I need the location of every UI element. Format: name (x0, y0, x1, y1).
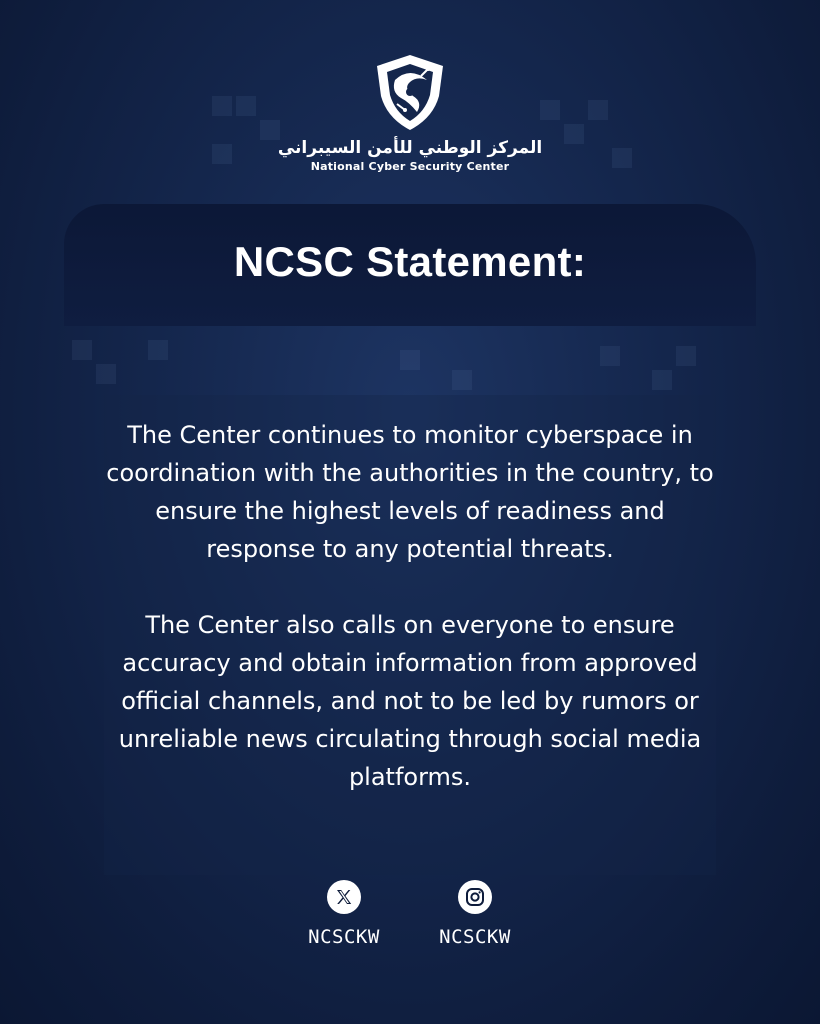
instagram-handle: NCSCKW (439, 926, 511, 948)
ncsc-logo (0, 52, 820, 173)
logo-english-name: National Cyber Security Center (310, 160, 510, 173)
statement-paragraph-2: The Center also calls on everyone to ensure accuracy and obtain information from approved official channels, and not to be led by rumors or unreliable news circulating through social media platforms. (118, 611, 702, 791)
shield-emblem-icon (373, 52, 447, 132)
social-x[interactable] (284, 880, 404, 948)
x-handle: NCSCKW (308, 926, 380, 948)
x-icon (327, 880, 361, 914)
instagram-icon (458, 880, 492, 914)
logo-arabic-name: المركز الوطني للأمن السيبراني (277, 138, 543, 158)
social-instagram[interactable] (415, 880, 535, 948)
statement-body (100, 416, 720, 796)
page-title: NCSC Statement: (233, 238, 587, 285)
statement-paragraph-1: The Center continues to monitor cyberspace in coordination with the authorities in the country, to ensure the highest levels of readiness and response to any potential threats. (106, 421, 714, 563)
